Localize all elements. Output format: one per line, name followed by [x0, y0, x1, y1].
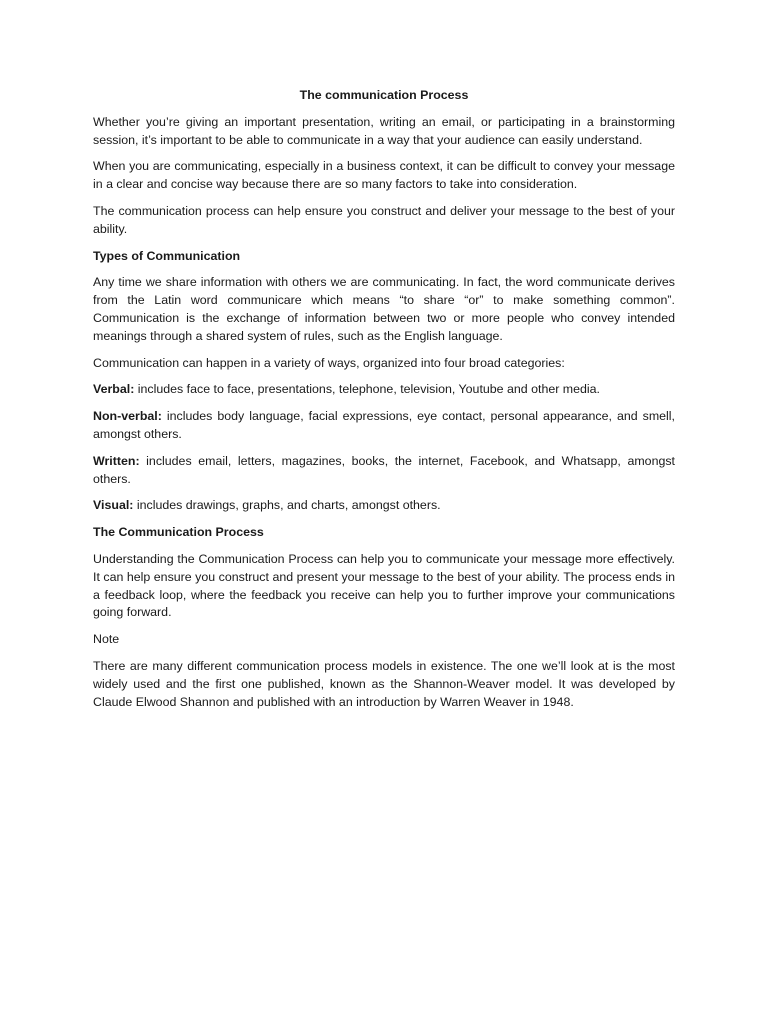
- document-body: [93, 87, 675, 720]
- category-description: includes drawings, graphs, and charts, amongst others.: [133, 498, 441, 513]
- process-heading: The Communication Process: [93, 525, 264, 540]
- category-visual: [93, 497, 675, 515]
- types-heading: Types of Communication: [93, 248, 241, 263]
- intro-paragraph-2: When you are communicating, especially in a business context, it can be difficult to convey your message in a clear and concise way because there are so many factors to take into consideration.: [93, 159, 675, 192]
- category-term: Visual:: [93, 498, 134, 513]
- types-paragraph-1: Any time we share information with others we are communicating. In fact, the word communicate derives from the Latin word communicare which means “to share “or” to make something common”. Communication is the exchange of information between two or more people who convey intended meanings through a shared system of rules, such as the English language.: [93, 275, 675, 343]
- document-title: The communication Process: [299, 88, 469, 102]
- category-term: Non-verbal:: [93, 409, 162, 424]
- note-label: Note: [93, 632, 120, 647]
- category-description: includes email, letters, magazines, books, the internet, Facebook, and Whatsapp, amongst others.: [93, 453, 675, 486]
- types-paragraph-2: Communication can happen in a variety of ways, organized into four broad categories:: [93, 355, 565, 370]
- category-non-verbal: [93, 408, 675, 444]
- category-description: includes body language, facial expressions, eye contact, personal appearance, and smell, amongst others.: [93, 409, 675, 441]
- category-term: Verbal:: [93, 382, 135, 397]
- category-description: includes face to face, presentations, telephone, television, Youtube and other media.: [134, 382, 600, 397]
- category-written: [93, 453, 675, 489]
- intro-paragraph-3: The communication process can help ensure you construct and deliver your message to the best of your ability.: [93, 203, 675, 236]
- intro-paragraph-1: Whether you’re giving an important presentation, writing an email, or participating in a brainstorming session, it’s important to be able to communicate in a way that your audience can easily understand.: [93, 114, 675, 147]
- category-verbal: [93, 381, 675, 399]
- category-term: Written:: [93, 453, 140, 468]
- process-paragraph: Understanding the Communication Process can help you to communicate your message more effectively. It can help ensure you construct and present your message to the best of your ability. The process ends in a feedback loop, where the feedback you receive can help you to further improve your communications going forward.: [93, 551, 675, 620]
- note-paragraph: There are many different communication process models in existence. The one we’ll look at is the most widely used and the first one published, known as the Shannon-Weaver model. It was developed by Claude Elwood Shannon and published with an introduction by Warren Weaver in 1948.: [93, 658, 675, 709]
